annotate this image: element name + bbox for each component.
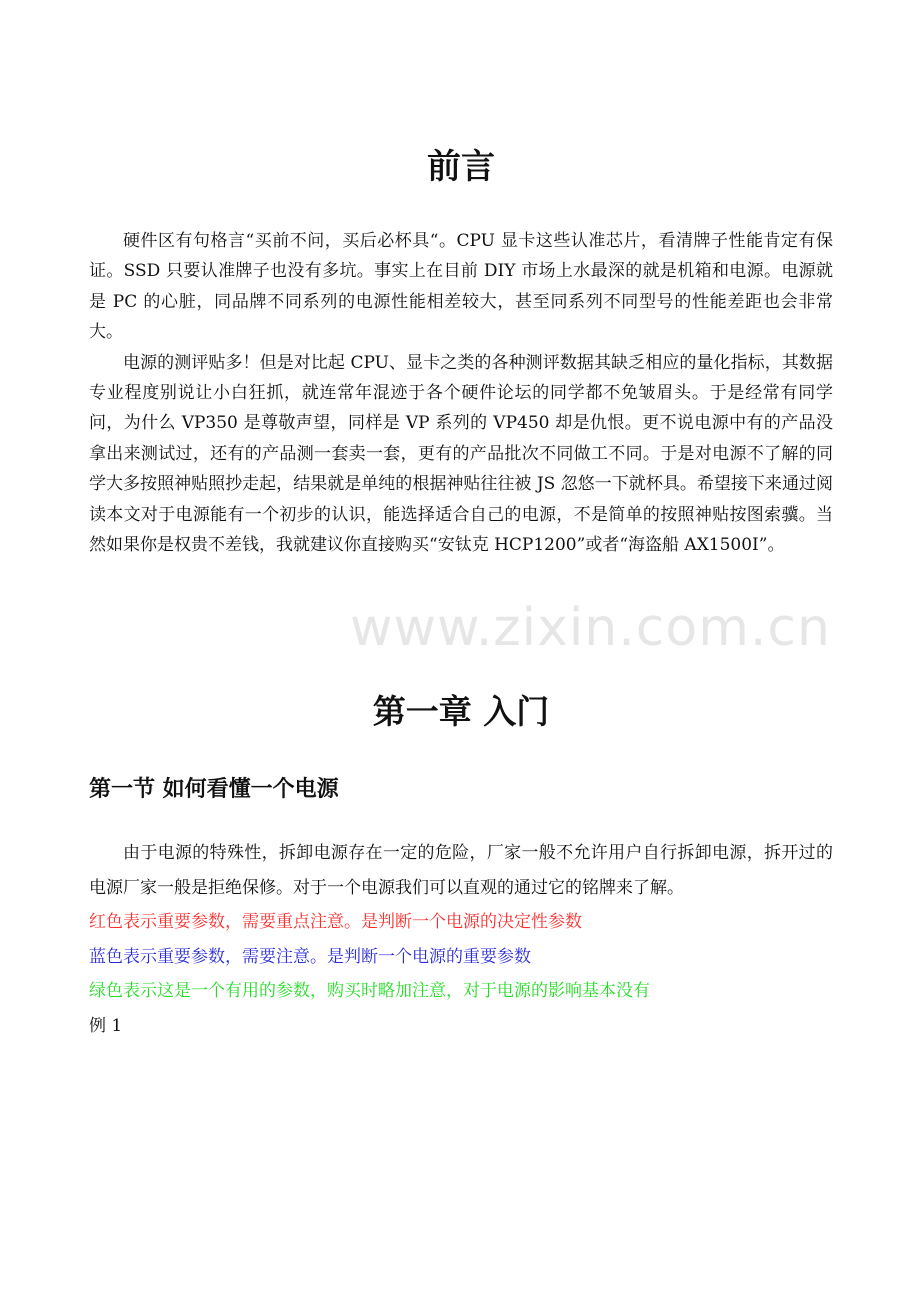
preface-body <box>89 226 833 560</box>
preface-paragraph-1: 硬件区有句格言“买前不问，买后必杯具“。CPU 显卡这些认准芯片，看清牌子性能肯定有保证。SSD 只要认准牌子也没有多坑。事实上在目前 DIY 市场上水最深的就是机箱和电源。电源就是 PC 的心脏，同品牌不同系列的电源性能相差较大，甚至同系列不同型号的性能差距也会非常大。 <box>89 231 833 343</box>
section-paragraph: 由于电源的特殊性，拆卸电源存在一定的危险，厂家一般不允许用户自行拆卸电源，拆开过的电源厂家一般是拒绝保修。对于一个电源我们可以直观的通过它的铭牌来了解。 <box>89 843 833 898</box>
legend-blue-text: 蓝色表示重要参数，需要注意。是判断一个电源的重要参数 <box>89 946 531 967</box>
section-title: 第一节 如何看懂一个电源 <box>89 777 339 802</box>
watermark: www.zixin.com.cn <box>350 598 831 658</box>
legend-red-text: 红色表示重要参数，需要重点注意。是判断一个电源的决定性参数 <box>89 912 582 932</box>
section-body <box>89 836 833 1043</box>
legend-green-text: 绿色表示这是一个有用的参数，购买时略加注意，对于电源的影响基本没有 <box>89 981 650 1001</box>
preface-title: 前言 <box>427 147 495 187</box>
example-label: 例 1 <box>89 1015 123 1036</box>
preface-paragraph-2: 电源的测评贴多！但是对比起 CPU、显卡之类的各种测评数据其缺乏相应的量化指标，其数据专业程度别说让小白狂抓，就连常年混迹于各个硬件论坛的同学都不免皱眉头。于是经常有同学问，为什么 VP350 是尊敬声望，同样是 VP 系列的 VP450 却是仇恨。更不说电源中有的产品没拿出来测试过，还有的产品测一套卖一套，更有的产品批次不同做工不同。于是对电源不了解的同学大多按照神贴照抄走起，结果就是单纯的根据神贴往往被 JS 忽悠一下就杯具。希望接下来通过阅读本文对于电源能有一个初步的认识，能选择适合自己的电源，不是简单的按照神贴按图索骥。当然如果你是权贵不差钱，我就建议你直接购买“安钛克 HCP1200”或者“海盗船 AX1500I”。 <box>89 352 833 556</box>
chapter-title: 第一章 入门 <box>372 692 550 731</box>
